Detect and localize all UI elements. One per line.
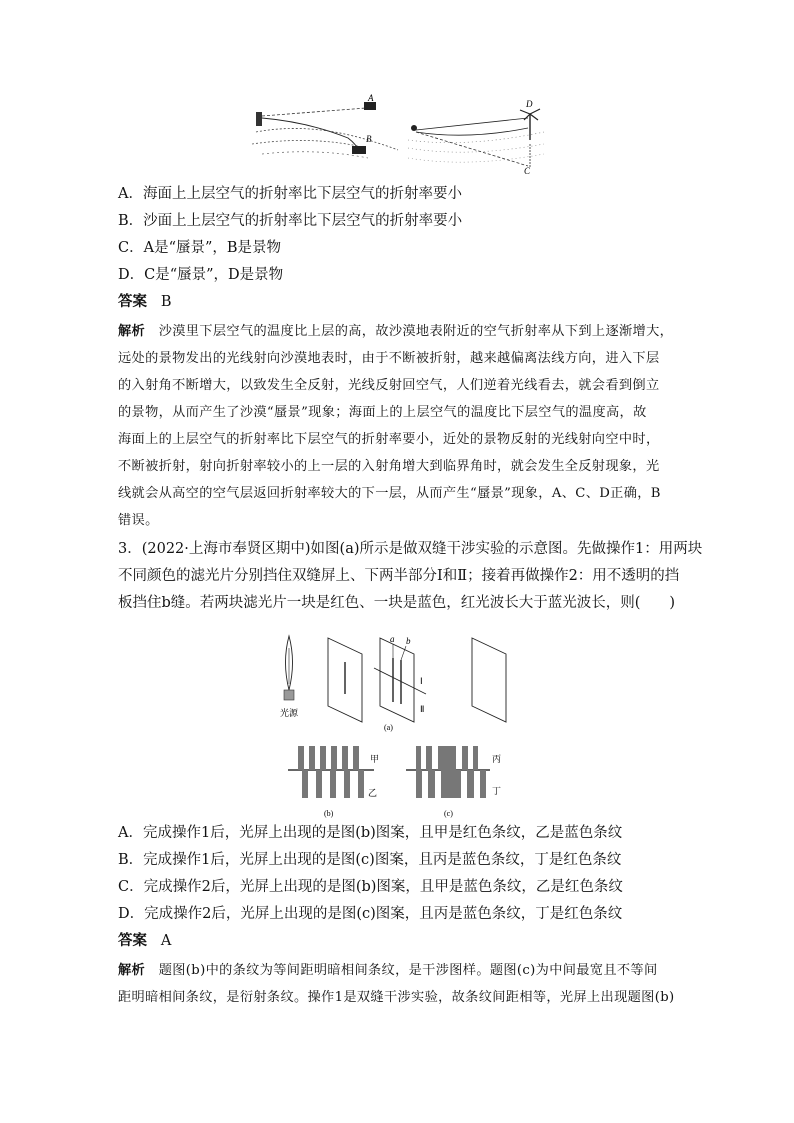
double-slit-screen — [380, 638, 414, 722]
caption-a: (a) — [384, 723, 393, 732]
q3-analysis-line: 距明暗相间条纹，是衍射条纹。操作1是双缝干涉实验，故条纹间距相等，光屏上出现题图(b) — [118, 990, 675, 1005]
q2-analysis-line: 的入射角不断增大，以致发生全反射，光线反射回空气，人们逆着光线看去，就会看到倒立 — [118, 378, 660, 393]
q2-option-c: C．A是“蜃景”，B是景物 — [118, 240, 282, 256]
label-a: A — [368, 93, 374, 103]
ding-label: 丁 — [492, 786, 502, 796]
region-2-label: Ⅱ — [420, 704, 425, 714]
q2-answer — [118, 292, 171, 312]
q2-analysis-line: 海面上的上层空气的折射率比下层空气的折射率要小，近处的景物反射的光线射向空中时， — [118, 432, 660, 447]
q3-option-c: C．完成操作2后，光屏上出现的是图(b)图案，且甲是蓝色条纹，乙是红色条纹 — [118, 879, 623, 895]
q3-stem-line: 3．(2022·上海市奉贤区期中)如图(a)所示是做双缝干涉实验的示意图。先做操作1：用两块 — [118, 541, 703, 557]
q2-analysis-line: 错误。 — [118, 513, 159, 528]
q3-analysis-line: 解析 题图(b)中的条纹为等间距明暗相间条纹，是干涉图样。题图(c)为中间最宽且不等间 — [118, 963, 658, 978]
q2-option-b: B．沙面上上层空气的折射率比下层空气的折射率要小 — [118, 213, 463, 229]
analysis-label: 解析 — [118, 324, 146, 339]
q3-option-b: B．完成操作1后，光屏上出现的是图(c)图案，且丙是蓝色条纹，丁是红色条纹 — [118, 852, 622, 868]
answer-label: 答案 — [118, 293, 147, 310]
diffraction-pattern-c — [406, 746, 490, 798]
light-source-icon — [284, 636, 294, 700]
analysis-label: 解析 — [118, 963, 146, 978]
q2-analysis-line: 线就会从高空的空气层返回折射率较大的下一层，从而产生“蜃景”现象，A、C、D正确，B — [118, 486, 661, 501]
q3-answer — [118, 931, 171, 951]
answer-value: A — [160, 933, 172, 949]
slit-b-label: b — [406, 636, 411, 646]
double-slit-figure — [276, 632, 516, 822]
q3-stem-line: 板挡住b缝。若两块滤光片一块是红色、一块是蓝色，红光波长大于蓝光波长，则( ) — [118, 595, 676, 611]
q3-option-a: A．完成操作1后，光屏上出现的是图(b)图案，且甲是红色条纹，乙是蓝色条纹 — [118, 825, 623, 841]
label-c: C — [524, 166, 531, 174]
interference-pattern-b — [288, 746, 374, 798]
yi-label: 乙 — [368, 788, 378, 798]
label-b: B — [366, 134, 372, 144]
slit-a-label: a — [390, 634, 395, 644]
answer-label: 答案 — [118, 932, 147, 949]
q2-option-d: D．C是“蜃景”，D是景物 — [118, 267, 284, 283]
q3-stem-line: 不同颜色的滤光片分别挡住双缝屏上、下两半部分Ⅰ和Ⅱ；接着再做操作2：用不透明的挡 — [118, 568, 680, 584]
bing-label: 丙 — [492, 754, 502, 764]
light-screen — [472, 638, 506, 722]
light-source-label: 光源 — [280, 708, 299, 718]
sea-mirage-diagram — [252, 93, 398, 158]
q2-analysis-line: 远处的景物发出的光线射向沙漠地表时，由于不断被折射，越来越偏离法线方向，进入下层 — [118, 351, 660, 366]
q2-analysis-line: 解析 沙漠里下层空气的温度比上层的高，故沙漠地表附近的空气折射率从下到上逐渐增大， — [118, 324, 674, 339]
q2-option-a: A．海面上上层空气的折射率比下层空气的折射率要小 — [118, 186, 462, 202]
mirage-figure — [248, 92, 548, 174]
q3-option-d: D．完成操作2后，光屏上出现的是图(c)图案，且丙是蓝色条纹，丁是红色条纹 — [118, 906, 623, 922]
label-d: D — [526, 99, 533, 109]
desert-mirage-diagram — [408, 99, 544, 174]
region-1-label: Ⅰ — [420, 676, 423, 686]
jia-label: 甲 — [370, 754, 380, 764]
q2-analysis-line: 不断被折射，射向折射率较小的上一层的入射角增大到临界角时，就会发生全反射现象，光 — [118, 459, 660, 474]
q2-analysis-line: 的景物，从而产生了沙漠“蜃景”现象；海面上的上层空气的温度比下层空气的温度高，故 — [118, 405, 647, 420]
caption-b: (b) — [324, 809, 334, 818]
answer-value: B — [160, 294, 172, 310]
caption-c: (c) — [444, 809, 453, 818]
